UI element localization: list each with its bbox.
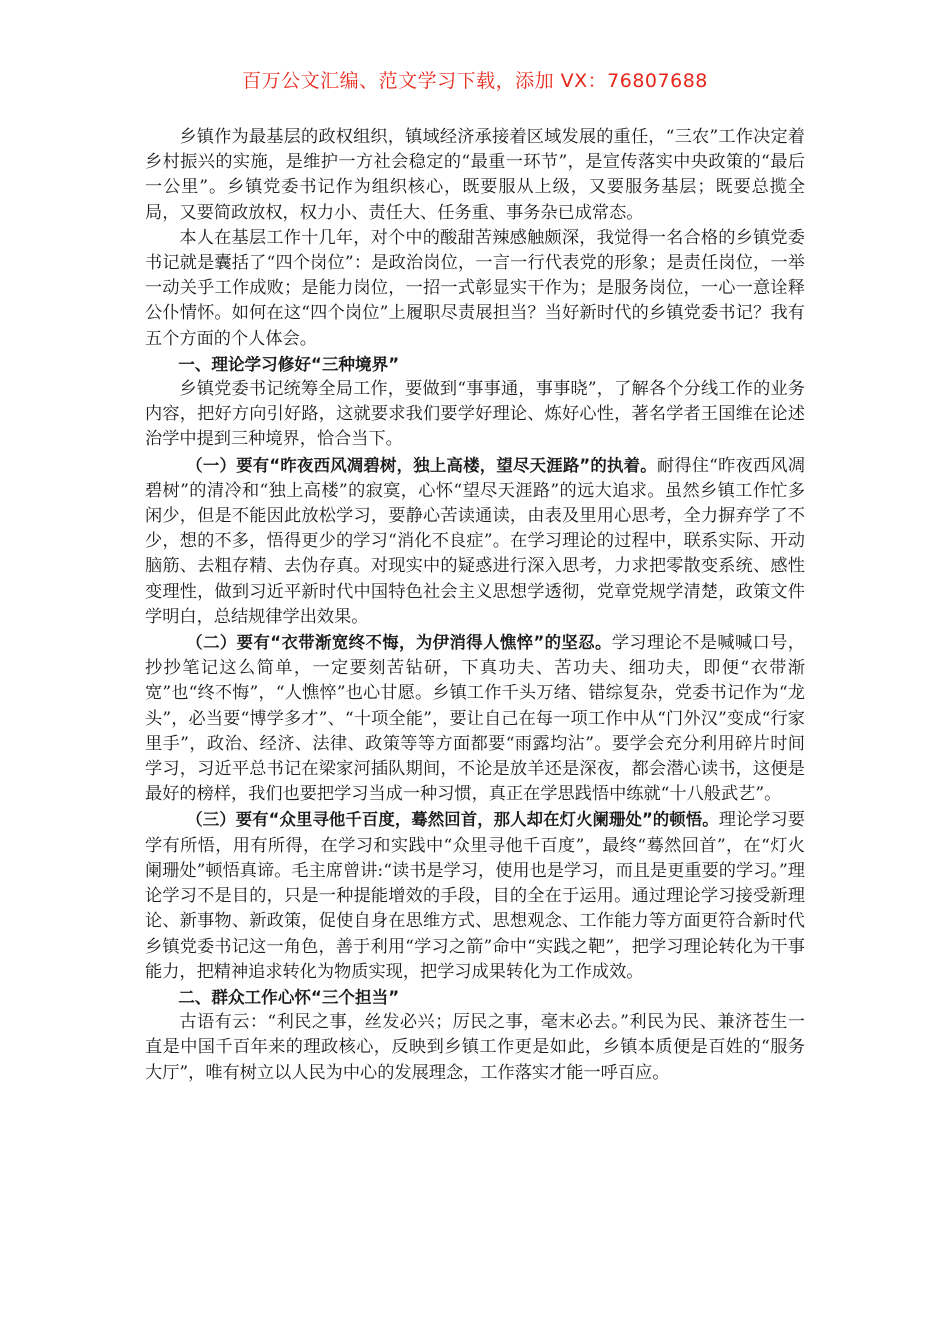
watermark-banner: 百万公文汇编、范文学习下载，添加 VX：76807688	[242, 70, 708, 92]
document-body	[145, 125, 805, 1086]
subsection-lead: （三）要有“众里寻他千百度，蓦然回首，那人却在灯火阑珊处”的顿悟。	[186, 810, 719, 830]
subsection-lead: （二）要有“衣带渐宽终不悔，为伊消得人憔悴”的坚忍。	[186, 633, 612, 653]
subsection-text: 学习理论不是喊喊口号，抄抄笔记这么简单，一定要刻苦钻研，下真功夫、苦功夫、细功夫，即便“衣带渐宽”也“终不悔”，“人憔悴”也心甘愿。乡镇工作千头万绪、错综复杂，党委书记作为“龙头”，必当要“博学多才”、“十项全能”，要让自己在每一项工作中从“门外汉”变成“行家里手”，政治、经济、法律、政策等等方面都要“雨露均沾”。要学会充分利用碎片时间学习，习近平总书记在梁家河插队期间，不论是放羊还是深夜，都会潜心读书，这便是最好的榜样，我们也要把学习当成一种习惯，真正在学思践悟中练就“十八般武艺”。	[145, 633, 805, 805]
paragraph: 古语有云：“利民之事，丝发必兴；厉民之事，毫末必去。”利民为民、兼济苍生一直是中国千百年来的理政核心，反映到乡镇工作更是如此，乡镇本质便是百姓的“服务大厅”，唯有树立以人民为中心的发展理念，工作落实才能一呼百应。	[145, 1012, 805, 1083]
paragraph: 乡镇作为最基层的政权组织，镇域经济承接着区域发展的重任，“三农”工作决定着乡村振兴的实施，是维护一方社会稳定的“最重一环节”，是宣传落实中央政策的“最后一公里”。乡镇党委书记作为组织核心，既要服从上级，又要服务基层；既要总揽全局，又要简政放权，权力小、责任大、任务重、事务杂已成常态。	[145, 127, 805, 223]
subsection-lead: （一）要有“昨夜西风凋碧树，独上高楼，望尽天涯路”的执着。	[186, 455, 657, 475]
subsection-paragraph	[145, 630, 805, 807]
section-heading: 二、群众工作心怀“三个担当”	[178, 987, 400, 1007]
subsection-text: 耐得住“昨夜西风凋碧树”的清冷和“独上高楼”的寂寞，心怀“望尽天涯路”的远大追求。虽然乡镇工作忙多闲少，但是不能因此放松学习，要静心苦读通读，由表及里用心思考，全力摒弃学了不少，想的不多，悟得更少的学习“消化不良症”。在学习理论的过程中，联系实际、开动脑筋、去粗存精、去伪存真。对现实中的疑惑进行深入思考，力求把零散变系统、感性变理性，做到习近平新时代中国特色社会主义思想学透彻，党章党规学清楚，政策文件学明白，总结规律学出效果。	[145, 455, 805, 627]
paragraph: 本人在基层工作十几年，对个中的酸甜苦辣感触颇深，我觉得一名合格的乡镇党委书记就是囊括了“四个岗位”：是政治岗位，一言一行代表党的形象；是责任岗位，一举一动关乎工作成败；是能力岗位，一招一式彰显实干作为；是服务岗位，一心一意诠释公仆情怀。如何在这“四个岗位”上履职尽责展担当？当好新时代的乡镇党委书记？我有五个方面的个人体会。	[145, 227, 805, 349]
subsection-text: 理论学习要学有所悟，用有所得，在学习和实践中“众里寻他千百度”，最终“蓦然回首”，在“灯火阑珊处”顿悟真谛。毛主席曾讲:“读书是学习，使用也是学习，而且是更重要的学习。”理论学习不是目的，只是一种提能增效的手段，目的全在于运用。通过理论学习接受新理论、新事物、新政策，促使自身在思维方式、思想观念、工作能力等方面更符合新时代乡镇党委书记这一角色，善于利用“学习之箭”命中“实践之靶”，把学习理论转化为干事能力，把精神追求转化为物质实现，把学习成果转化为工作成效。	[145, 810, 805, 982]
subsection-paragraph	[145, 807, 805, 984]
subsection-paragraph	[145, 453, 805, 630]
paragraph: 乡镇党委书记统筹全局工作，要做到“事事通，事事晓”，了解各个分线工作的业务内容，把好方向引好路，这就要求我们要学好理论、炼好心性，著名学者王国维在论述治学中提到三种境界，恰合当下。	[145, 379, 805, 450]
section-heading: 一、理论学习修好“三种境界”	[178, 354, 400, 374]
